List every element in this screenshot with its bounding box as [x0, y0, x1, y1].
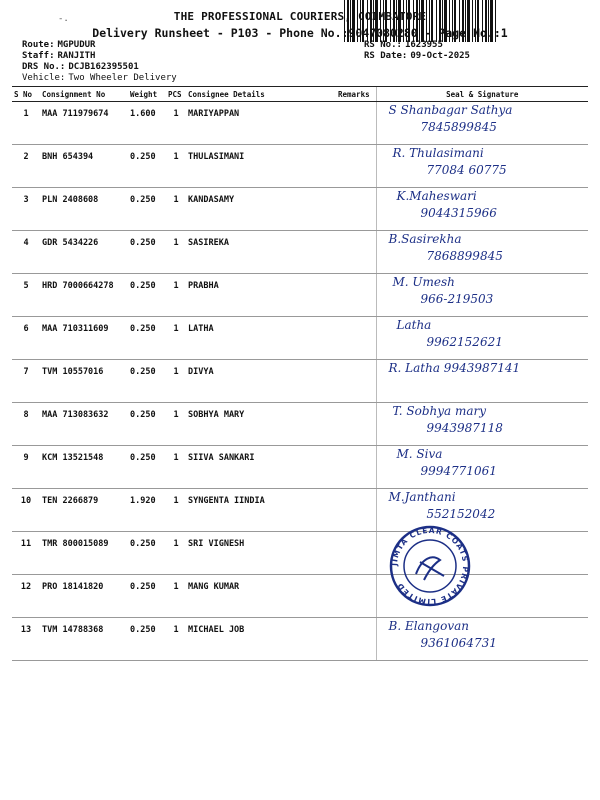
row-consignment: MAA 711979674 [40, 102, 128, 145]
row-sno: 12 [12, 575, 40, 618]
row-consignment: MAA 713083632 [40, 403, 128, 446]
row-consignee: SYNGENTA IINDIA [186, 489, 336, 532]
drs-line [22, 62, 139, 73]
row-signature [376, 317, 588, 360]
row-signature [376, 274, 588, 317]
row-consignee: PRABHA [186, 274, 336, 317]
vehicle-line [22, 73, 177, 84]
table-row [12, 317, 588, 360]
row-pcs: 1 [166, 446, 186, 489]
handwritten-signature: K.Maheswari [396, 189, 477, 203]
table-row [12, 446, 588, 489]
row-weight: 0.250 [128, 274, 166, 317]
staff-line [22, 51, 95, 62]
row-sno: 9 [12, 446, 40, 489]
row-weight: 0.250 [128, 188, 166, 231]
row-sno: 13 [12, 618, 40, 661]
row-consignment: PRO 18141820 [40, 575, 128, 618]
rs-no-value: 1623955 [404, 40, 443, 50]
row-consignment: KCM 13521548 [40, 446, 128, 489]
handwritten-signature: T. Sobhya mary [392, 404, 487, 418]
row-sno: 6 [12, 317, 40, 360]
row-consignee: SIIVA SANKARI [186, 446, 336, 489]
row-sno: 1 [12, 102, 40, 145]
vehicle-value: Two Wheeler Delivery [68, 73, 177, 83]
row-consignment: MAA 710311609 [40, 317, 128, 360]
row-sno: 8 [12, 403, 40, 446]
handwritten-phone: 9962152621 [426, 335, 503, 349]
row-consignment: TVM 10557016 [40, 360, 128, 403]
handwritten-phone: 77084 60775 [426, 163, 507, 177]
handwritten-phone: 9943987118 [426, 421, 503, 435]
row-sno: 7 [12, 360, 40, 403]
row-sno: 2 [12, 145, 40, 188]
row-pcs: 1 [166, 231, 186, 274]
table-row [12, 274, 588, 317]
row-consignee: SOBHYA MARY [186, 403, 336, 446]
handwritten-signature: Latha [396, 318, 432, 332]
table-row [12, 532, 588, 575]
col-sno: S No [12, 87, 40, 102]
table-row [12, 231, 588, 274]
route-value: MGPUDUR [57, 40, 96, 50]
row-weight: 0.250 [128, 618, 166, 661]
row-consignment: TEN 2266879 [40, 489, 128, 532]
row-pcs: 1 [166, 274, 186, 317]
rs-no-label: RS No.: [364, 40, 402, 50]
row-consignee: SRI VIGNESH [186, 532, 336, 575]
handwritten-phone: 7845899845 [420, 120, 497, 134]
row-consignee: THULASIMANI [186, 145, 336, 188]
row-remarks [336, 188, 376, 231]
rs-date-value: 09-Oct-2025 [410, 51, 470, 61]
table-row [12, 575, 588, 618]
row-pcs: 1 [166, 188, 186, 231]
row-weight: 0.250 [128, 532, 166, 575]
table-row [12, 403, 588, 446]
row-weight: 0.250 [128, 145, 166, 188]
rs-date-line [364, 51, 470, 62]
runsheet-table [12, 86, 588, 661]
row-signature [376, 618, 588, 661]
drs-label: DRS No.: [22, 62, 66, 72]
staff-label: Staff: [22, 51, 55, 61]
row-signature [376, 102, 588, 145]
row-consignment: TVM 14788368 [40, 618, 128, 661]
handwritten-signature: B.Sasirekha [388, 232, 462, 246]
row-consignee: MARIYAPPAN [186, 102, 336, 145]
table-row [12, 360, 588, 403]
route-line [22, 40, 95, 51]
row-weight: 0.250 [128, 403, 166, 446]
handwritten-phone: 7868899845 [426, 249, 503, 263]
row-weight: 0.250 [128, 360, 166, 403]
row-consignee: KANDASAMY [186, 188, 336, 231]
row-consignee: MANG KUMAR [186, 575, 336, 618]
vehicle-label: Vehicle: [22, 73, 66, 83]
table-header-row [12, 87, 588, 102]
rs-no-line [364, 40, 443, 51]
row-sno: 3 [12, 188, 40, 231]
handwritten-signature: M. Umesh [392, 275, 455, 289]
row-signature [376, 231, 588, 274]
row-consignment: BNH 654394 [40, 145, 128, 188]
table-row [12, 188, 588, 231]
handwritten-signature: M.Janthani [388, 490, 456, 504]
table-row [12, 102, 588, 145]
route-label: Route: [22, 40, 55, 50]
handwritten-phone: 9994771061 [420, 464, 497, 478]
row-weight: 1.920 [128, 489, 166, 532]
rs-date-label: RS Date: [364, 51, 408, 61]
row-consignee: SASIREKA [186, 231, 336, 274]
handwritten-phone: 966-219503 [420, 292, 494, 306]
row-sno: 5 [12, 274, 40, 317]
row-signature [376, 446, 588, 489]
col-pcs: PCS [166, 87, 186, 102]
row-pcs: 1 [166, 145, 186, 188]
company-title: THE PROFESSIONAL COURIERS, COIMBATORE [173, 10, 427, 23]
row-remarks [336, 403, 376, 446]
table-row [12, 618, 588, 661]
row-remarks [336, 145, 376, 188]
table-row [12, 489, 588, 532]
row-pcs: 1 [166, 403, 186, 446]
row-signature [376, 360, 588, 403]
handwritten-signature: R. Latha 9943987141 [388, 361, 521, 375]
col-consignee: Consignee Details [186, 87, 336, 102]
corner-mark: -. [58, 14, 69, 24]
row-weight: 0.250 [128, 317, 166, 360]
row-remarks [336, 102, 376, 145]
row-sno: 4 [12, 231, 40, 274]
row-sno: 10 [12, 489, 40, 532]
row-remarks [336, 489, 376, 532]
row-consignee: DIVYA [186, 360, 336, 403]
row-pcs: 1 [166, 489, 186, 532]
row-pcs: 1 [166, 575, 186, 618]
row-weight: 0.250 [128, 231, 166, 274]
row-remarks [336, 532, 376, 575]
company-seal [388, 524, 472, 608]
row-weight: 0.250 [128, 446, 166, 489]
handwritten-signature: S Shanbagar Sathya [388, 103, 513, 117]
row-consignee: MICHAEL JOB [186, 618, 336, 661]
col-signature: Seal & Signature [376, 87, 588, 102]
row-pcs: 1 [166, 317, 186, 360]
row-pcs: 1 [166, 532, 186, 575]
col-remarks: Remarks [336, 87, 376, 102]
runsheet-subtitle: Delivery Runsheet - P103 - Phone No.:9047080280 - Page No.:1 [92, 26, 508, 40]
svg-text:JIMTA CLEAR COATS PRIVATE LIMI: JIMTA CLEAR COATS PRIVATE LIMITED [389, 525, 471, 607]
table-row [12, 145, 588, 188]
row-signature [376, 403, 588, 446]
row-consignment: PLN 2408608 [40, 188, 128, 231]
row-pcs: 1 [166, 618, 186, 661]
row-remarks [336, 317, 376, 360]
staff-value: RANJITH [57, 51, 96, 61]
row-pcs: 1 [166, 360, 186, 403]
row-sno: 11 [12, 532, 40, 575]
handwritten-signature: M. Siva [396, 447, 443, 461]
handwritten-phone: 552152042 [426, 507, 496, 521]
row-consignment: TMR 800015089 [40, 532, 128, 575]
row-weight: 0.250 [128, 575, 166, 618]
row-remarks [336, 446, 376, 489]
col-weight: Weight [128, 87, 166, 102]
handwritten-phone: 9361064731 [420, 636, 497, 650]
row-remarks [336, 274, 376, 317]
row-weight: 1.600 [128, 102, 166, 145]
row-remarks [336, 618, 376, 661]
row-signature [376, 145, 588, 188]
row-consignee: LATHA [186, 317, 336, 360]
handwritten-signature: R. Thulasimani [392, 146, 484, 160]
handwritten-signature: B. Elangovan [388, 619, 469, 633]
row-consignment: GDR 5434226 [40, 231, 128, 274]
handwritten-phone: 9044315966 [420, 206, 497, 220]
row-remarks [336, 360, 376, 403]
row-pcs: 1 [166, 102, 186, 145]
row-signature [376, 188, 588, 231]
row-consignment: HRD 7000664278 [40, 274, 128, 317]
row-remarks [336, 231, 376, 274]
row-remarks [336, 575, 376, 618]
drs-value: DCJB162395501 [68, 62, 139, 72]
col-consignment: Consignment No [40, 87, 128, 102]
